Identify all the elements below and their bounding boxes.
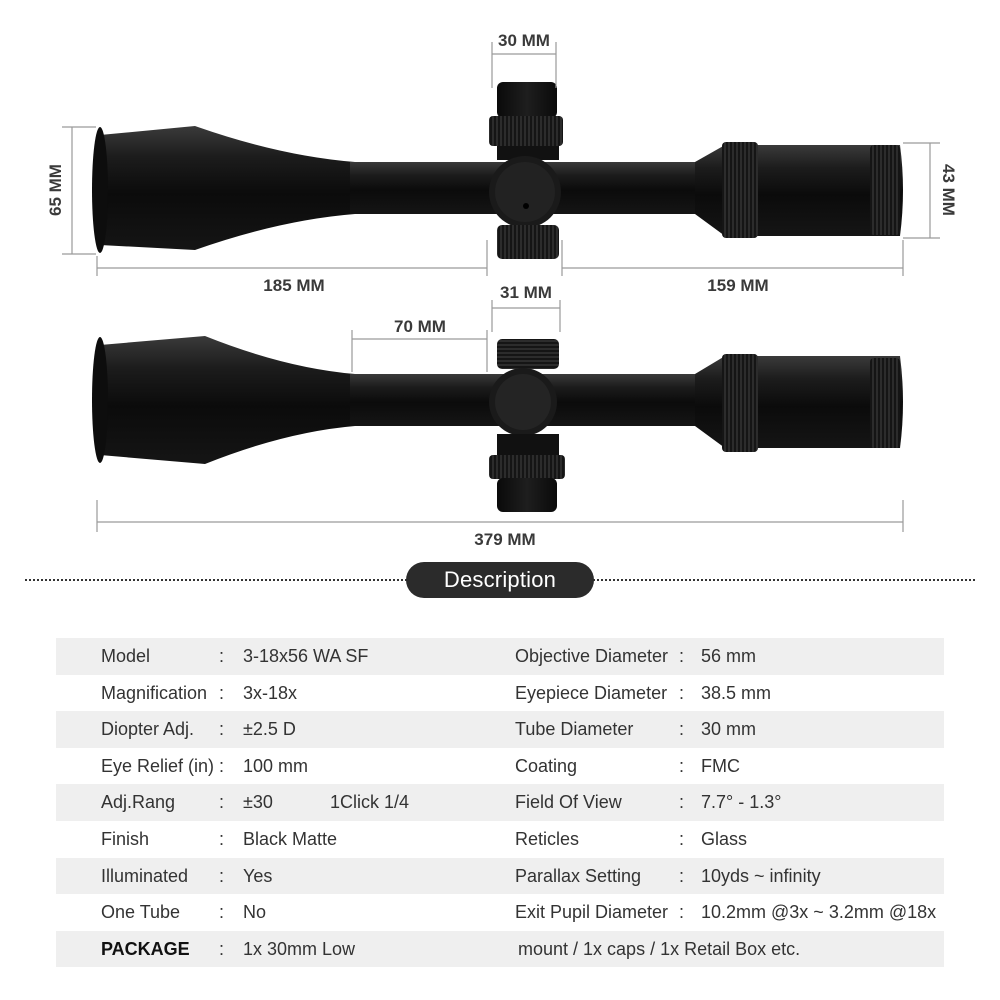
scope-side-view (92, 336, 903, 512)
spec-label: Exit Pupil Diameter (515, 902, 669, 923)
description-heading: Description (406, 562, 594, 598)
spec-row (56, 675, 944, 712)
spec-colon: : (679, 792, 685, 813)
spec-table (56, 638, 944, 967)
spec-value: No (243, 902, 267, 923)
spec-colon: : (219, 792, 225, 813)
spec-row (56, 748, 944, 785)
dim-total-length: 379 MM (474, 530, 536, 549)
spec-colon: : (219, 828, 225, 849)
spec-label: Reticles (515, 828, 580, 849)
spec-label: Finish (101, 828, 150, 849)
spec-value: 38.5 mm (701, 682, 772, 703)
spec-row (56, 711, 944, 748)
spec-colon: : (219, 682, 225, 703)
spec-label: Illuminated (101, 865, 189, 886)
dim-mount-length: 70 MM (394, 317, 446, 336)
spec-colon: : (219, 646, 225, 666)
spec-value: ±30 (243, 792, 273, 813)
scope-top-view (92, 82, 903, 259)
spec-colon: : (679, 902, 685, 923)
spec-label: Field Of View (515, 792, 622, 813)
spec-value: 3x-18x (243, 682, 298, 703)
dim-ring-width: 30 MM (498, 31, 550, 50)
dim-turret-width: 31 MM (500, 283, 552, 302)
spec-colon: : (219, 902, 225, 923)
spec-colon: : (219, 755, 225, 776)
spec-label: Parallax Setting (515, 865, 642, 886)
spec-value: 30 mm (701, 719, 757, 740)
spec-value: 100 mm (243, 755, 309, 776)
spec-value: 3-18x56 WA SF (243, 646, 369, 666)
spec-value: 7.7° - 1.3° (701, 792, 782, 813)
spec-row (56, 858, 944, 895)
spec-label: Eye Relief (in) (101, 755, 215, 776)
spec-colon: : (219, 938, 225, 959)
spec-label: Eyepiece Diameter (515, 682, 668, 703)
spec-colon: : (679, 682, 685, 703)
spec-colon: : (219, 865, 225, 886)
spec-label: Diopter Adj. (101, 719, 195, 740)
spec-colon: : (219, 719, 225, 740)
spec-value: 10yds ~ infinity (701, 865, 821, 886)
spec-colon: : (679, 865, 685, 886)
spec-colon: : (679, 646, 685, 666)
spec-value: Glass (701, 828, 748, 849)
package-label: PACKAGE (101, 938, 190, 959)
spec-label: One Tube (101, 902, 181, 923)
spec-value: 10.2mm @3x ~ 3.2mm @18x (701, 902, 937, 923)
spec-value: Yes (243, 865, 273, 886)
dim-objective-height: 65 MM (46, 164, 65, 216)
package-value-continued: mount / 1x caps / 1x Retail Box etc. (518, 938, 801, 959)
package-value: 1x 30mm Low (243, 938, 356, 959)
spec-colon: : (679, 828, 685, 849)
spec-colon: : (679, 755, 685, 776)
package-row (56, 931, 944, 968)
spec-label: Magnification (101, 682, 208, 703)
spec-value-extra: 1Click 1/4 (330, 792, 410, 813)
spec-row (56, 784, 944, 821)
spec-label: Coating (515, 755, 578, 776)
spec-value: ±2.5 D (243, 719, 296, 740)
spec-label: Adj.Rang (101, 792, 176, 813)
spec-row (56, 821, 944, 858)
spec-label: Objective Diameter (515, 646, 669, 666)
dim-objective-to-turret: 185 MM (263, 276, 325, 295)
spec-label: Tube Diameter (515, 719, 634, 740)
spec-value: Black Matte (243, 828, 338, 849)
spec-label: Model (101, 646, 151, 666)
dim-turret-to-eyepiece: 159 MM (707, 276, 769, 295)
spec-colon: : (679, 719, 685, 740)
dim-eyepiece-height: 43 MM (939, 164, 958, 216)
spec-value: FMC (701, 755, 740, 776)
spec-value: 56 mm (701, 646, 757, 666)
spec-row (56, 894, 944, 931)
spec-row (56, 638, 944, 675)
